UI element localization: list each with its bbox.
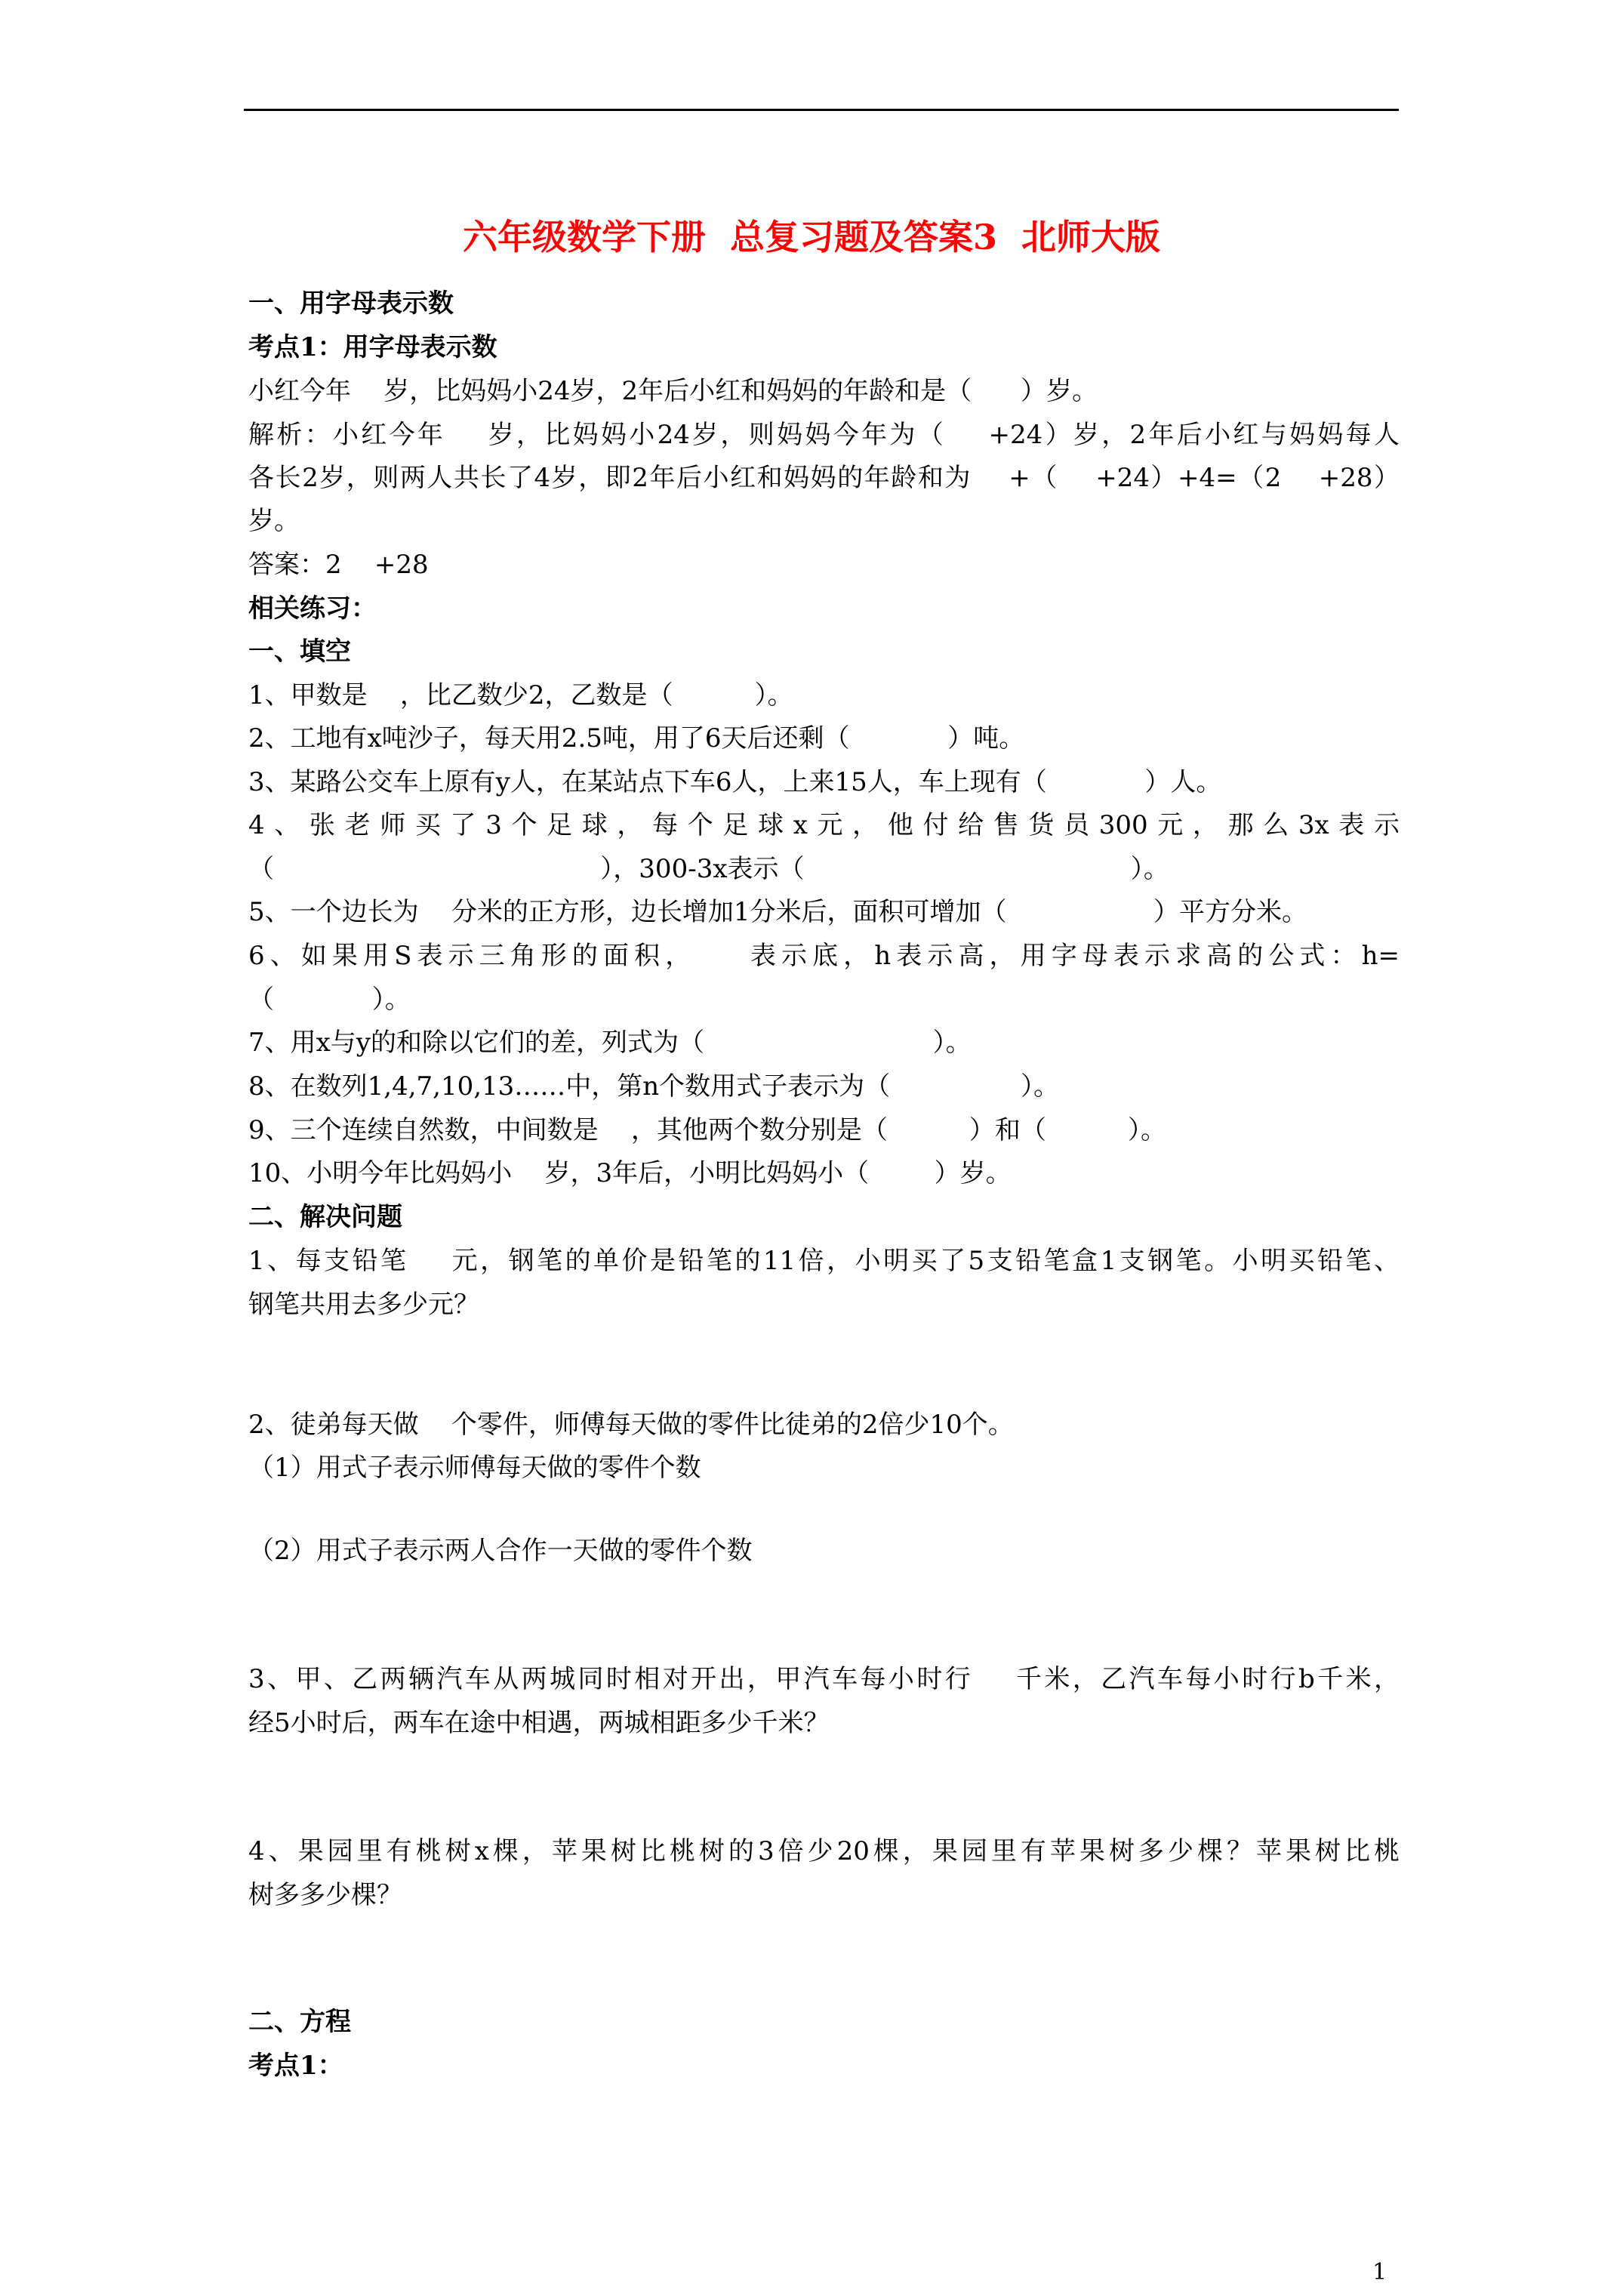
practice-heading: 相关练习： (248, 593, 377, 624)
exercise-item: 7、用x与y的和除以它们的差，列式为（ ）。 (248, 1028, 972, 1058)
problem-item: 4、果园里有桃树x棵，苹果树比桃树的3倍少20棵，果园里有苹果树多少棵？苹果树比桃 (248, 1836, 1400, 1866)
problem-item: 树多多少棵？ (248, 1880, 402, 1910)
document-title: 六年级数学下册 总复习题及答案3 北师大版 (462, 217, 1161, 257)
problem-item: 2、徒弟每天做 个零件，师傅每天做的零件比徒弟的2倍少10个。 (248, 1410, 1014, 1440)
exercise-item: 9、三个连续自然数，中间数是 ，其他两个数分别是（ ）和（ ）。 (248, 1115, 1167, 1145)
analysis-line: 岁。 (248, 506, 300, 536)
analysis-line: 各长2岁，则两人共长了4岁，即2年后小红和妈妈的年龄和为 +（ +24）+4=（2 +28） (248, 463, 1400, 493)
section-heading: 二、方程 (248, 2007, 351, 2037)
problem-item: 经5小时后，两车在途中相遇，两城相距多少千米？ (248, 1708, 830, 1738)
problem-subitem: （2）用式子表示两人合作一天做的零件个数 (248, 1536, 753, 1566)
example-question: 小红今年 岁，比妈妈小24岁，2年后小红和妈妈的年龄和是（ ）岁。 (248, 376, 1098, 406)
exercise-item: 10、小明今年比妈妈小 岁，3年后，小明比妈妈小（ ）岁。 (248, 1158, 1012, 1188)
topic-heading: 考点1：用字母表示数 (248, 332, 497, 362)
topic-heading: 考点1： (248, 2051, 343, 2081)
section-heading: 一、用字母表示数 (248, 288, 454, 319)
exercise-item: 4、张老师买了3个足球，每个足球x元，他付给售货员300元，那么3x表示 (248, 810, 1400, 840)
exercise-item: 1、甲数是 ，比乙数少2，乙数是（ ）。 (248, 680, 793, 710)
problem-item: 1、每支铅笔 元，钢笔的单价是铅笔的11倍，小明买了5支铅笔盒1支钢笔。小明买铅笔、 (248, 1246, 1400, 1276)
exercise-item: 3、某路公交车上原有y人，在某站点下车6人，上来15人，车上现有（ ）人。 (248, 767, 1222, 797)
exercise-item: （ ），300-3x表示（ ）。 (248, 854, 1169, 884)
problem-subitem: （1）用式子表示师傅每天做的零件个数 (248, 1453, 701, 1483)
answer-line: 答案：2 +28 (248, 550, 429, 580)
exercise-item: 6、如果用S表示三角形的面积， 表示底，h表示高，用字母表示求高的公式：h= (248, 941, 1400, 971)
analysis-line: 解析：小红今年 岁，比妈妈小24岁，则妈妈今年为（ +24）岁，2年后小红与妈妈每人 (248, 420, 1400, 450)
header-rule (244, 109, 1399, 111)
exercise-item: 2、工地有x吨沙子，每天用2.5吨，用了6天后还剩（ ）吨。 (248, 723, 1025, 754)
problem-item: 钢笔共用去多少元？ (248, 1290, 479, 1320)
exercise-item: （ ）。 (248, 985, 411, 1015)
page-number: 1 (1372, 2259, 1387, 2285)
problem-item: 3、甲、乙两辆汽车从两城同时相对开出，甲汽车每小时行 千米，乙汽车每小时行b千米， (248, 1664, 1400, 1694)
exercise-item: 8、在数列1,4,7,10,13……中，第n个数用式子表示为（ ）。 (248, 1071, 1060, 1102)
subsection-heading: 二、解决问题 (248, 1202, 402, 1232)
subsection-heading: 一、填空 (248, 636, 351, 667)
exercise-item: 5、一个边长为 分米的正方形，边长增加1分米后，面积可增加（ ）平方分米。 (248, 897, 1308, 927)
